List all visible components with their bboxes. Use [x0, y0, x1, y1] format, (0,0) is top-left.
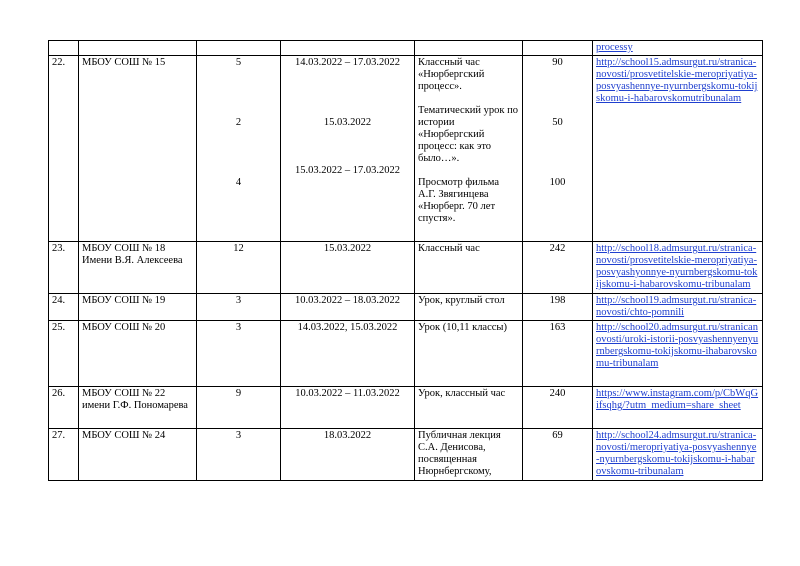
- event-count: 3: [197, 321, 281, 387]
- table-row: [49, 294, 763, 321]
- news-link-cell: [593, 242, 763, 294]
- row-number: 27.: [49, 429, 79, 481]
- news-link-cell: [593, 294, 763, 321]
- school-name: МБОУ СОШ № 24: [79, 429, 197, 481]
- participants-count: 163: [523, 321, 593, 387]
- event-count: 3: [197, 429, 281, 481]
- event-description: Классный час «Нюрбергский процесс».: [418, 57, 485, 92]
- news-link[interactable]: https://www.instagram.com/p/CbWqGifsqhg/?utm_medium=share_sheet: [596, 388, 759, 411]
- event-count: 2: [235, 117, 242, 128]
- table-row: [49, 321, 763, 387]
- news-link[interactable]: http://school19.admsurgut.ru/stranica-novosti/chto-pomnili: [596, 295, 757, 318]
- event-description: Урок, классный час: [415, 387, 523, 429]
- events-table: [48, 40, 763, 481]
- news-link-cell: [593, 321, 763, 387]
- event-description: Классный час: [415, 242, 523, 294]
- news-link-cell: [593, 387, 763, 429]
- event-dates-cell: [281, 56, 415, 242]
- news-link[interactable]: processy: [596, 42, 633, 53]
- participants-count: 90: [552, 57, 563, 68]
- participants-count: [523, 41, 593, 56]
- event-description: Просмотр фильма А.Г. Звягинцева «Нюрберг. 70 лет спустя».: [418, 177, 500, 224]
- school-name: МБОУ СОШ № 15: [79, 56, 197, 242]
- school-name: МБОУ СОШ № 19: [79, 294, 197, 321]
- row-number: 22.: [49, 56, 79, 242]
- event-dates: 10.03.2022 – 18.03.2022: [281, 294, 415, 321]
- participants-count: 198: [523, 294, 593, 321]
- event-dates: 14.03.2022 – 17.03.2022: [295, 57, 400, 68]
- news-link-cell: [593, 56, 763, 242]
- event-description-cell: [415, 56, 523, 242]
- school-name: МБОУ СОШ № 22 имени Г.Ф. Пономарева: [79, 387, 197, 429]
- event-description: Урок, круглый стол: [415, 294, 523, 321]
- table-row: [49, 56, 763, 242]
- participants-count: 50: [552, 117, 563, 128]
- news-link[interactable]: http://school18.admsurgut.ru/stranica-novosti/prosvetitelskie-meropriyatiya-posvyashyonnye-nyurnbergskomu-tokijskomu-i-habarovskomu-tribunalam: [596, 243, 758, 290]
- news-link[interactable]: http://school15.admsurgut.ru/stranica-novosti/prosvetitelskie-meropriyatiya-posvyashennye-nyurnbergskomu-tokijskomu-i-habarovskomutribunalam: [596, 57, 758, 104]
- event-description: Публичная лекция С.А. Денисова, посвященная Нюрнбергскому,: [415, 429, 523, 481]
- event-count: [197, 41, 281, 56]
- participants-cell: [523, 56, 593, 242]
- table-row: [49, 41, 763, 56]
- event-count: 12: [197, 242, 281, 294]
- row-number: 23.: [49, 242, 79, 294]
- row-number: 26.: [49, 387, 79, 429]
- document-page: [48, 40, 763, 481]
- event-count: 4: [235, 177, 242, 188]
- school-name: МБОУ СОШ № 20: [79, 321, 197, 387]
- event-dates: 10.03.2022 – 11.03.2022: [281, 387, 415, 429]
- table-row: [49, 387, 763, 429]
- news-link[interactable]: http://school20.admsurgut.ru/stranicanovosti/uroki-istorii-posvyashennyenyurnbergskomu-tokijskomu-ihabarovskomu-tribunalam: [596, 322, 759, 369]
- table-row: [49, 429, 763, 481]
- event-dates: [281, 41, 415, 56]
- row-number: 25.: [49, 321, 79, 387]
- participants-count: 100: [549, 177, 566, 188]
- news-link-cell: [593, 429, 763, 481]
- event-count: 9: [197, 387, 281, 429]
- school-name: МБОУ СОШ № 18 Имени В.Я. Алексеева: [79, 242, 197, 294]
- event-description: Урок (10,11 классы): [415, 321, 523, 387]
- event-dates: 18.03.2022: [281, 429, 415, 481]
- event-dates: 15.03.2022: [281, 242, 415, 294]
- event-count: 3: [197, 294, 281, 321]
- row-number: 24.: [49, 294, 79, 321]
- event-count: 5: [235, 57, 242, 68]
- participants-count: 242: [523, 242, 593, 294]
- participants-count: 69: [523, 429, 593, 481]
- event-description: Тематический урок по истории «Нюрбергский процесс: как это было…».: [418, 105, 519, 164]
- news-link-cell: [593, 41, 763, 56]
- event-dates: 15.03.2022 – 17.03.2022: [295, 165, 400, 176]
- event-description: [415, 41, 523, 56]
- school-name: [79, 41, 197, 56]
- event-count-cell: [197, 56, 281, 242]
- event-dates: 14.03.2022, 15.03.2022: [281, 321, 415, 387]
- event-dates: 15.03.2022: [323, 117, 372, 128]
- table-row: [49, 242, 763, 294]
- row-number: [49, 41, 79, 56]
- news-link[interactable]: http://school24.admsurgut.ru/stranica-novosti/meropriyatiya-posvyashennye-nyurnbergskomu-tokijskomu-i-habarovskomu-tribunalam: [596, 430, 757, 477]
- participants-count: 240: [523, 387, 593, 429]
